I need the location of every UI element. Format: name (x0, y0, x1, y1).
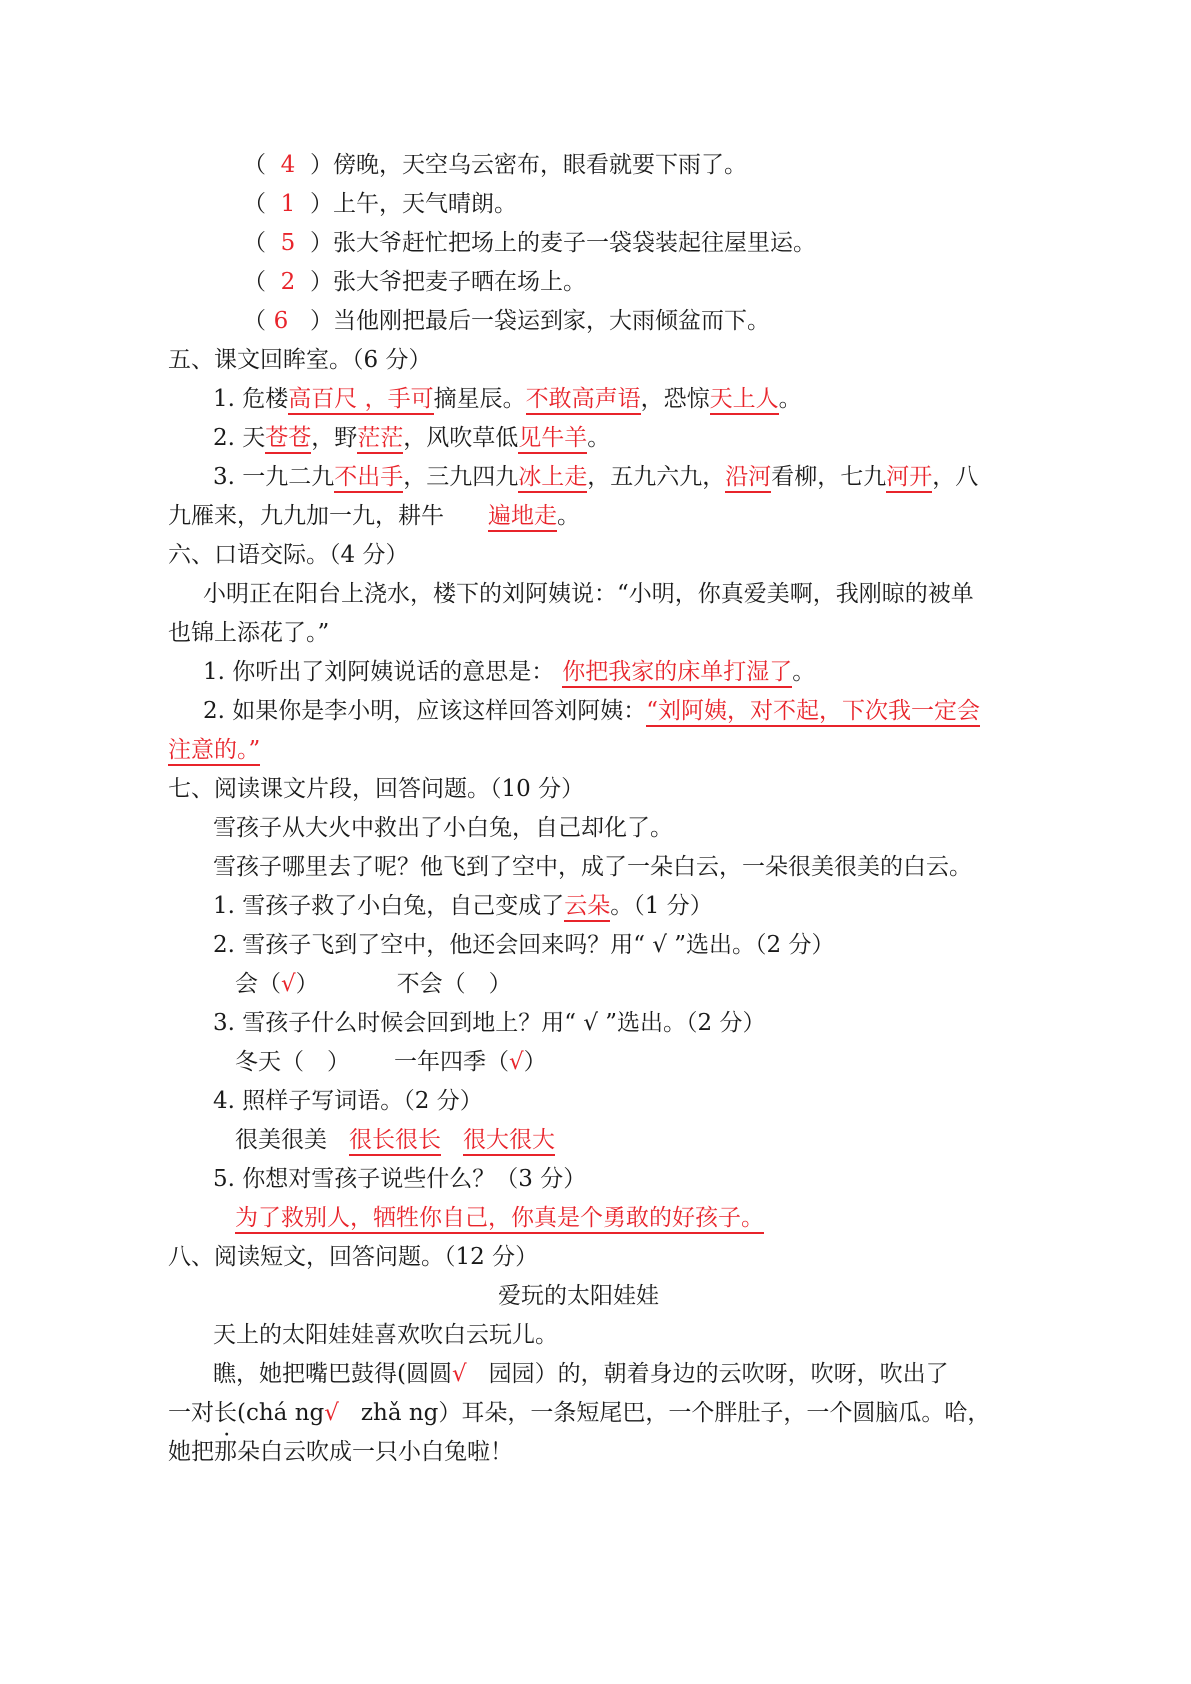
check-mark: √ (281, 971, 296, 997)
s6-question-2: 2. 如果你是李小明，应该这样回答刘阿姨：“刘阿姨，对不起，下次我一定会 (203, 691, 980, 731)
s7-question-5: 5. 你想对雪孩子说些什么？（3 分） (213, 1166, 587, 1192)
s7-question-4-answers: 很美很美 很长很长 很大很大 (235, 1120, 555, 1160)
s5-question-2: 2. 天苍苍，野茫茫，风吹草低见牛羊。 (213, 418, 610, 458)
s7-question-3-options: 冬天（ ） 一年四季（√） (235, 1049, 547, 1075)
order-answer: 6 (273, 308, 289, 334)
s6-question-2-cont: 注意的。” (168, 730, 260, 770)
section-5-title: 五、课文回眸室。（6 分） (168, 347, 432, 373)
s7-paragraph-2: 雪孩子哪里去了呢？他飞到了空中，成了一朵白云，一朵很美很美的白云。 (213, 854, 972, 880)
s8-paragraph-2-cont: 一对长(chá ng√ zhǎ ng）耳朵，一条短尾巴，一个胖肚子，一个圆脑瓜。哈， (168, 1400, 991, 1426)
order-item: （ 2 ）张大爷把麦子晒在场上。 (243, 262, 586, 302)
s7-question-2: 2. 雪孩子飞到了空中，他还会回来吗？用“ √ ”选出。（2 分） (213, 932, 835, 958)
s7-question-4: 4. 照样子写词语。（2 分） (213, 1088, 483, 1114)
passage-title: 爱玩的太阳娃娃 (498, 1283, 659, 1309)
s7-question-2-options: 会（√） 不会（ ） (235, 971, 512, 997)
check-mark: √ (451, 1361, 467, 1387)
order-answer: 2 (280, 269, 296, 295)
s6-paragraph-cont: 也锦上添花了。” (168, 620, 330, 646)
section-8-title: 八、阅读短文，回答问题。（12 分） (168, 1244, 539, 1270)
section-6-title: 六、口语交际。（4 分） (168, 542, 409, 568)
s6-question-1: 1. 你听出了刘阿姨说话的意思是： 你把我家的床单打湿了。 (203, 652, 815, 692)
order-answer: 4 (280, 152, 296, 178)
s7-paragraph-1: 雪孩子从大火中救出了小白兔，自己却化了。 (213, 815, 673, 841)
check-mark: √ (509, 1049, 524, 1075)
s5-question-1: 1. 危楼高百尺 ，手可摘星辰。不敢高声语，恐惊天上人。 (213, 379, 802, 419)
check-mark: √ (324, 1400, 339, 1426)
s7-question-5-answer: 为了救别人，牺牲你自己，你真是个勇敢的好孩子。 (235, 1198, 764, 1238)
s8-paragraph-2: 瞧，她把嘴巴鼓得(圆圆√ 园园）的，朝着身边的云吹呀，吹呀，吹出了 (213, 1361, 949, 1387)
order-answer: 5 (280, 230, 296, 256)
s5-question-3-cont: 九雁来，九九加一九，耕牛 遍地走。 (168, 496, 580, 536)
s8-paragraph-1: 天上的太阳娃娃喜欢吹白云玩儿。 (213, 1322, 558, 1348)
order-item: （ 6 ）当他刚把最后一袋运到家，大雨倾盆而下。 (243, 301, 770, 341)
section-7-title: 七、阅读课文片段，回答问题。（10 分） (168, 776, 585, 802)
s7-question-3: 3. 雪孩子什么时候会回到地上？用“ √ ”选出。（2 分） (213, 1010, 766, 1036)
s8-paragraph-2-end: 她把那朵白云吹成一只小白兔啦！ (168, 1439, 513, 1465)
order-item: （ 1 ）上午，天气晴朗。 (243, 184, 517, 224)
order-item: （ 5 ）张大爷赶忙把场上的麦子一袋袋装起往屋里运。 (243, 223, 816, 263)
order-item: （ 4 ）傍晚，天空乌云密布，眼看就要下雨了。 (243, 145, 747, 185)
s6-paragraph: 小明正在阳台上浇水，楼下的刘阿姨说：“小明，你真爱美啊，我刚晾的被单 (203, 581, 974, 607)
s7-question-1: 1. 雪孩子救了小白兔，自己变成了云朵。（1 分） (213, 886, 713, 926)
s5-question-3: 3. 一九二九不出手，三九四九冰上走，五九六九，沿河看柳，七九河开，八 (213, 457, 978, 497)
order-answer: 1 (280, 191, 296, 217)
